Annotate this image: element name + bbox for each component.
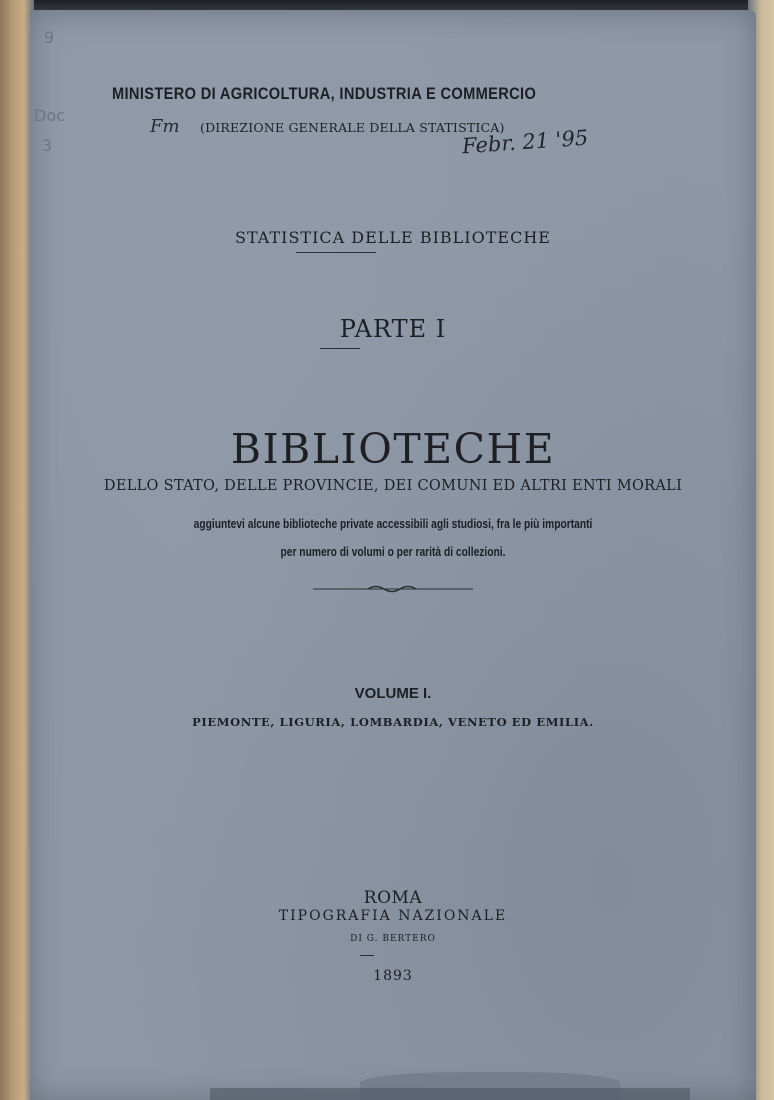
direzione-line: (DIREZIONE GENERALE DELLA STATISTICA) xyxy=(200,120,505,135)
bottom-wear xyxy=(210,1088,690,1100)
main-title: BIBLIOTECHE xyxy=(230,425,556,473)
series-title-rule xyxy=(296,252,376,253)
description-line-2: per numero di volumi o per rarità di collezioni. xyxy=(280,545,506,559)
volume-label: VOLUME I. xyxy=(354,685,432,702)
pencil-note-2: Doc xyxy=(34,106,65,125)
pencil-note-1: 9 xyxy=(44,28,55,47)
ministry-heading: MINISTERO DI AGRICOLTURA, INDUSTRIA E COMMERCIO xyxy=(112,84,537,103)
handwritten-initials: Fm xyxy=(150,116,180,137)
series-title: STATISTICA DELLE BIBLIOTECHE xyxy=(235,228,551,247)
ornament-divider xyxy=(30,580,756,599)
regions-line: PIEMONTE, LIGURIA, LOMBARDIA, VENETO ED EMILIA. xyxy=(192,715,594,729)
subtitle: DELLO STATO, DELLE PROVINCIE, DEI COMUNI ED ALTRI ENTI MORALI xyxy=(103,478,683,494)
part-heading: PARTE I xyxy=(339,315,447,343)
part-rule xyxy=(320,348,360,349)
imprint-city: ROMA xyxy=(363,888,423,908)
imprint-owner: DI G. BERTERO xyxy=(350,934,436,944)
pencil-note-3: 3 xyxy=(42,136,53,155)
handwritten-date: Febr. 21 '95 xyxy=(461,125,589,159)
book-cover xyxy=(30,10,756,1100)
imprint-year: 1893 xyxy=(373,968,413,984)
book-spine xyxy=(0,0,34,1100)
year-rule xyxy=(360,955,374,956)
description-line-1: aggiuntevi alcune biblioteche private accessibili agli studiosi, fra le più importanti xyxy=(193,517,593,531)
imprint-printer: TIPOGRAFIA NAZIONALE xyxy=(278,908,508,924)
